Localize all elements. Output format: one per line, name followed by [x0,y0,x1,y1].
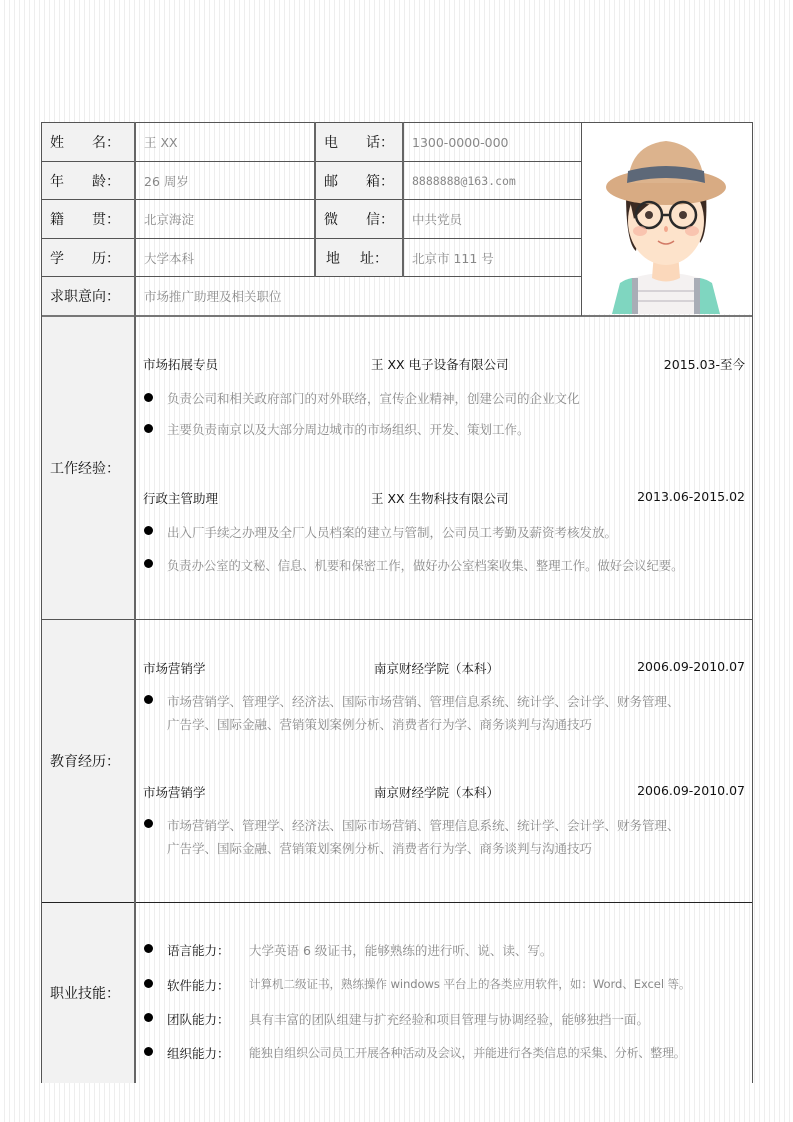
table-border-left [41,122,42,1083]
column-divider [581,122,582,316]
bullet-icon [144,1047,153,1056]
work-org: 王 XX 生物科技有限公司 [371,491,509,506]
edu-date: 2006.09-2010.07 [637,783,745,798]
value-hometown: 北京海淀 [144,212,195,227]
skill-desc: 具有丰富的团队组建与扩充经验和项目管理与协调经验，能够独挡一面。 [249,1012,650,1027]
label-address: 地 址： [316,239,403,276]
value-education: 大学本科 [144,250,195,266]
column-divider [402,122,404,277]
section-divider [41,619,752,620]
work-title: 行政主管助理 [143,491,219,506]
skill-name: 软件能力： [167,978,230,993]
column-divider [134,122,136,1083]
skill-name: 语言能力： [167,943,230,958]
value-intent: 市场推广助理及相关职位 [144,289,282,304]
bullet-icon [144,944,153,953]
value-name: 王 XX [144,135,178,150]
edu-major: 市场营销学 [143,785,206,800]
table-border-right [752,122,753,1083]
bullet-icon [144,695,153,704]
label-age: 年 龄： [42,162,135,199]
skill-desc: 能独自组织公司员工开展各种活动及会议，并能进行各类信息的采集、分析、整理。 [249,1046,686,1060]
avatar [582,123,751,314]
bullet-icon [144,819,153,828]
label-name: 姓 名： [42,123,135,161]
value-wechat: 中共党员 [412,212,463,227]
section-divider [41,315,752,317]
edu-courses: 广告学、国际金融、营销策划案例分析、消费者行为学、商务谈判与沟通技巧 [167,841,593,856]
edu-school: 南京财经学院（本科） [374,785,500,800]
avatar-cartoon-icon [582,123,751,314]
edu-date: 2006.09-2010.07 [637,659,745,674]
edu-courses: 市场营销学、管理学、经济法、国际市场营销、管理信息系统、统计学、会计学、财务管理、 [167,818,680,833]
work-bullet: 主要负责南京以及大部分周边城市的市场组织、开发、策划工作。 [167,422,530,437]
edu-courses: 市场营销学、管理学、经济法、国际市场营销、管理信息系统、统计学、会计学、财务管理、 [167,694,680,709]
label-intent: 求职意向： [42,277,135,315]
work-date: 2013.06-2015.02 [637,489,745,504]
section-label-skills: 职业技能： [42,903,135,1083]
edu-courses: 广告学、国际金融、营销策划案例分析、消费者行为学、商务谈判与沟通技巧 [167,717,593,732]
work-org: 王 XX 电子设备有限公司 [371,357,509,372]
work-date: 2015.03-至今 [663,357,745,372]
row-divider [41,199,581,200]
label-email: 邮 箱： [316,162,403,199]
label-phone: 电 话： [316,123,403,161]
section-label-work: 工作经验： [42,316,135,619]
bullet-icon [144,393,153,402]
label-hometown: 籍 贯： [42,200,135,238]
label-education: 学 历： [42,239,135,276]
label-wechat: 微 信： [316,200,403,238]
bullet-icon [144,559,153,568]
value-phone: 1300-0000-000 [412,134,509,150]
value-age: 26 周岁 [144,173,189,189]
bullet-icon [144,424,153,433]
work-bullet: 出入厂手续之办理及全厂人员档案的建立与管制，公司员工考勤及薪资考核发放。 [167,525,618,540]
section-divider [41,902,752,903]
work-bullet: 负责公司和相关政府部门的对外联络，宣传企业精神，创建公司的企业文化 [167,391,580,406]
row-divider [41,276,581,277]
column-divider [314,122,316,277]
work-bullet: 负责办公室的文秘、信息、机要和保密工作，做好办公室档案收集、整理工作。做好会议纪要。 [167,559,684,573]
edu-major: 市场营销学 [143,661,206,676]
skill-desc: 计算机二级证书，熟练操作 windows 平台上的各类应用软件，如：Word、Excel 等。 [249,977,691,991]
table-border-top [41,122,752,123]
section-label-education: 教育经历： [42,620,135,902]
skill-name: 组织能力： [167,1046,230,1061]
bullet-icon [144,979,153,988]
row-divider [41,161,581,162]
value-address: 北京市 111 号 [412,250,494,266]
edu-school: 南京财经学院（本科） [374,661,500,676]
skill-desc: 大学英语 6 级证书，能够熟练的进行听、说、读、写。 [249,943,553,958]
bullet-icon [144,526,153,535]
skill-name: 团队能力： [167,1012,230,1027]
bullet-icon [144,1013,153,1022]
row-divider [41,238,581,239]
value-email: 8888888@163.com [412,173,516,188]
work-title: 市场拓展专员 [143,357,219,372]
